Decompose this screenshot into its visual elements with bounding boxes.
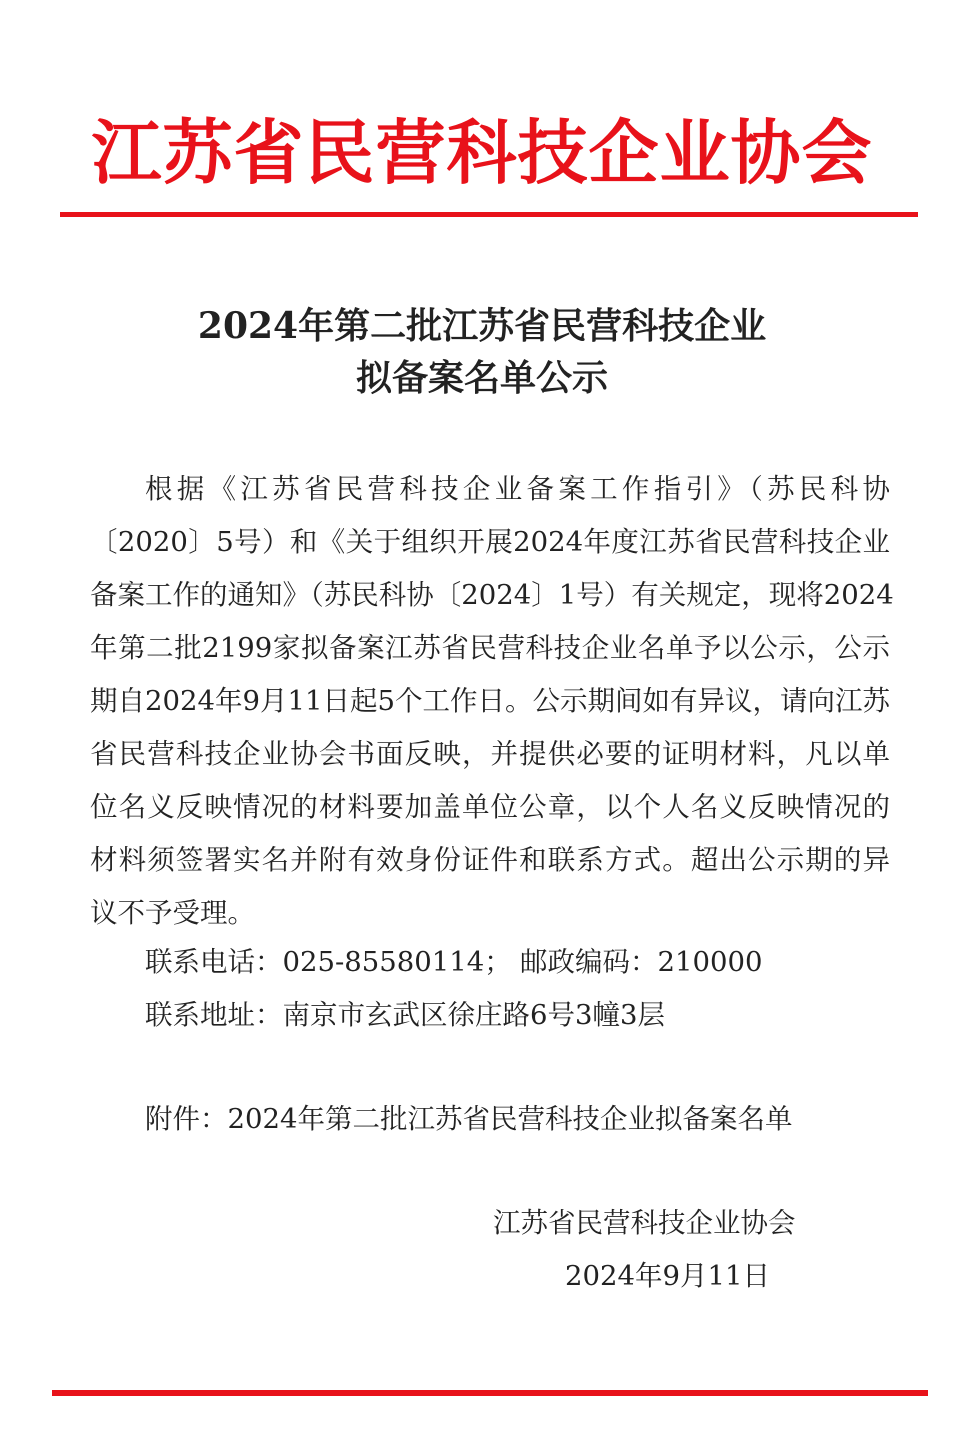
document-title-line-1: 2024年第二批江苏省民营科技企业	[197, 305, 767, 347]
attachment-label: 附件：	[145, 1103, 228, 1135]
attachment-link[interactable]: 2024年第二批江苏省民营科技企业拟备案名单	[227, 1103, 793, 1135]
body-paragraph-line: 位名义反映情况的材料要加盖单位公章，以个人名义反映情况的	[90, 791, 890, 823]
body-paragraph-line: 年第二批2199家拟备案江苏省民营科技企业名单予以公示，公示	[90, 632, 890, 664]
letterhead-title: 江苏省民营科技企业协会	[91, 112, 873, 194]
attachment-row	[145, 1093, 792, 1146]
document-title-line-2: 拟备案名单公示	[355, 357, 608, 399]
contact-phone-row	[145, 936, 512, 989]
footer-divider	[52, 1390, 928, 1396]
body-paragraph-line: 〔2020〕5号）和《关于组织开展2024年度江苏省民营科技企业	[90, 526, 890, 558]
contact-address-value: 南京市玄武区徐庄路6号3幢3层	[282, 999, 665, 1031]
body-paragraph-line: 根据《江苏省民营科技企业备案工作指引》（苏民科协	[145, 473, 890, 505]
contact-postcode-row	[520, 936, 762, 989]
body-paragraph-line: 材料须签署实名并附有效身份证件和联系方式。超出公示期的异	[90, 844, 890, 876]
signature-organization: 江苏省民营科技企业协会	[493, 1207, 796, 1239]
contact-address-label: 联系地址：	[145, 999, 283, 1031]
body-paragraph-line: 议不予受理。	[90, 897, 255, 929]
contact-phone-label: 联系电话：	[145, 946, 283, 978]
body-paragraph-line: 备案工作的通知》（苏民科协〔2024〕1号）有关规定，现将2024	[90, 579, 894, 611]
contact-phone-value: 025-85580114；	[282, 946, 512, 978]
contact-postcode-label: 邮政编码：	[520, 946, 658, 978]
contact-address-row	[145, 989, 665, 1042]
body-paragraph-line: 期自2024年9月11日起5个工作日。公示期间如有异议，请向江苏	[90, 685, 890, 717]
body-paragraph-line: 省民营科技企业协会书面反映，并提供必要的证明材料，凡以单	[90, 738, 890, 770]
signature-date: 2024年9月11日	[565, 1260, 770, 1292]
letterhead-divider	[60, 212, 918, 217]
contact-postcode-value: 210000	[657, 946, 763, 978]
